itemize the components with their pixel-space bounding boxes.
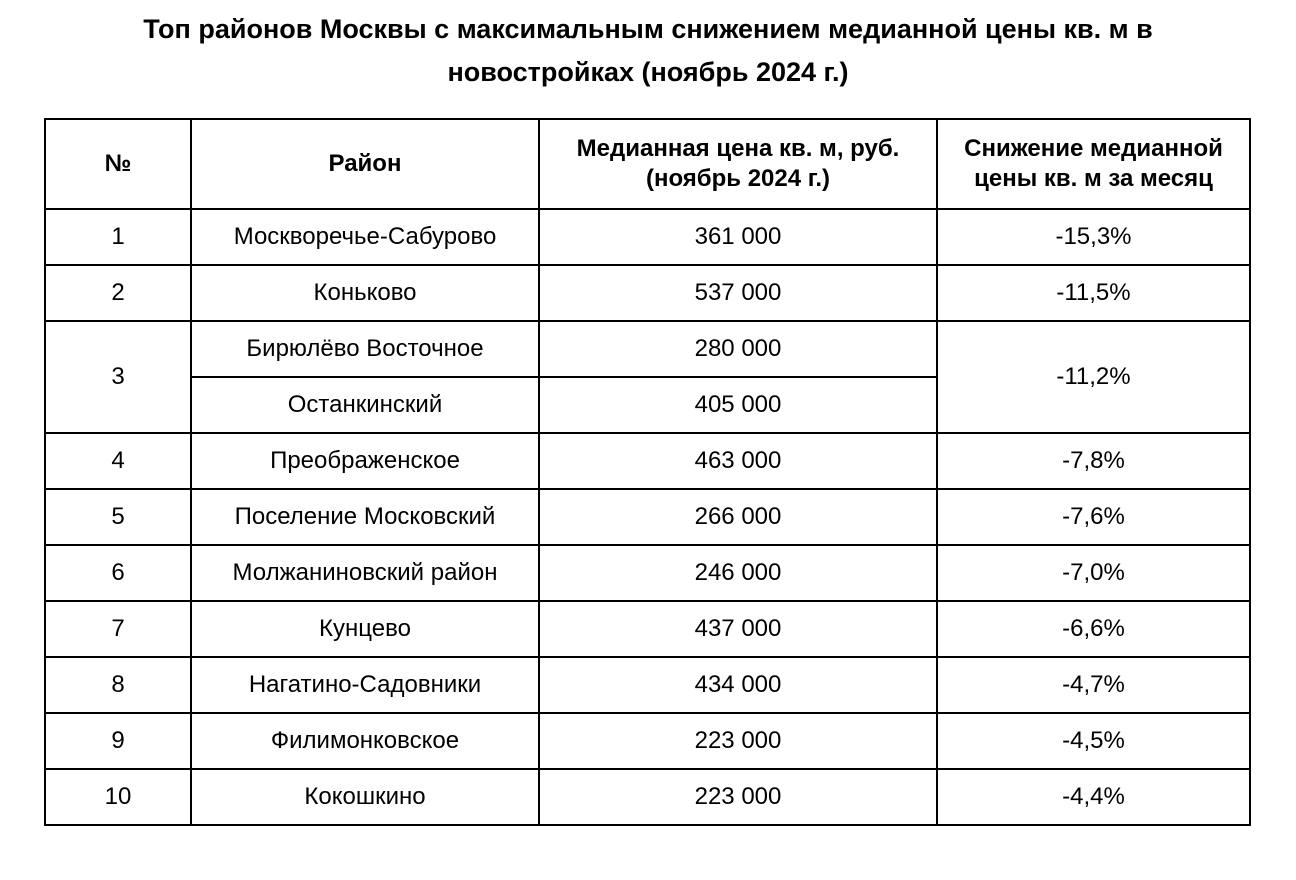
row-district: Останкинский [191, 377, 539, 433]
row-price: 463 000 [539, 433, 937, 489]
page-title [0, 8, 1296, 94]
title-line-1: Топ районов Москвы с максимальным снижением медианной цены кв. м в [143, 14, 1153, 44]
row-district: Преображенское [191, 433, 539, 489]
row-price: 266 000 [539, 489, 937, 545]
districts-table [44, 118, 1251, 826]
header-price-line-1: Медианная цена кв. м, руб. [576, 135, 900, 162]
table-row [45, 489, 1250, 545]
header-price-line-2: (ноябрь 2024 г.) [645, 165, 831, 192]
header-district: Район [191, 119, 539, 209]
row-drop: -4,4% [937, 769, 1250, 825]
row-drop: -7,0% [937, 545, 1250, 601]
row-drop: -4,5% [937, 713, 1250, 769]
row-num: 3 [45, 321, 191, 433]
row-district: Молжаниновский район [191, 545, 539, 601]
header-drop-line-2: цены кв. м за месяц [974, 165, 1213, 192]
row-price: 223 000 [539, 769, 937, 825]
row-district: Москворечье-Сабурово [191, 209, 539, 265]
row-num: 4 [45, 433, 191, 489]
table-row [45, 713, 1250, 769]
row-drop: -4,7% [937, 657, 1250, 713]
row-drop: -15,3% [937, 209, 1250, 265]
table-row [45, 601, 1250, 657]
table-row [45, 657, 1250, 713]
row-drop: -6,6% [937, 601, 1250, 657]
table-row [45, 265, 1250, 321]
row-num: 9 [45, 713, 191, 769]
row-price: 280 000 [539, 321, 937, 377]
row-num: 8 [45, 657, 191, 713]
row-num: 2 [45, 265, 191, 321]
row-drop: -7,8% [937, 433, 1250, 489]
row-price: 437 000 [539, 601, 937, 657]
row-num: 1 [45, 209, 191, 265]
header-num: № [45, 119, 191, 209]
table-row [45, 545, 1250, 601]
row-district: Филимонковское [191, 713, 539, 769]
row-district: Коньково [191, 265, 539, 321]
row-num: 7 [45, 601, 191, 657]
table-row [45, 769, 1250, 825]
table-row [45, 321, 1250, 377]
table-row [45, 209, 1250, 265]
row-price: 405 000 [539, 377, 937, 433]
row-num: 6 [45, 545, 191, 601]
title-line-2: новостройках (ноябрь 2024 г.) [447, 57, 849, 87]
table-header-row [45, 119, 1250, 209]
row-price: 537 000 [539, 265, 937, 321]
row-district: Поселение Московский [191, 489, 539, 545]
header-drop-line-1: Снижение медианной [964, 135, 1223, 162]
row-num: 5 [45, 489, 191, 545]
header-drop [937, 119, 1250, 209]
row-drop: -11,2% [937, 321, 1250, 433]
row-price: 246 000 [539, 545, 937, 601]
row-price: 223 000 [539, 713, 937, 769]
row-drop: -7,6% [937, 489, 1250, 545]
row-district: Кокошкино [191, 769, 539, 825]
row-district: Нагатино-Садовники [191, 657, 539, 713]
row-price: 361 000 [539, 209, 937, 265]
row-price: 434 000 [539, 657, 937, 713]
row-district: Бирюлёво Восточное [191, 321, 539, 377]
row-num: 10 [45, 769, 191, 825]
row-drop: -11,5% [937, 265, 1250, 321]
row-district: Кунцево [191, 601, 539, 657]
header-price [539, 119, 937, 209]
table-row [45, 433, 1250, 489]
